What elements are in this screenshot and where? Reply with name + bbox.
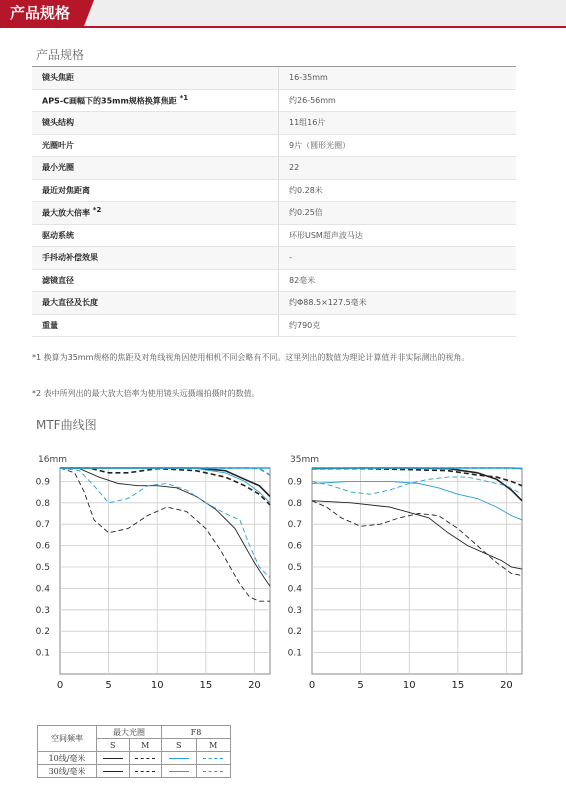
y-tick-label: 0.2 — [287, 627, 302, 638]
x-tick-label: 5 — [357, 680, 364, 691]
spec-label — [32, 89, 279, 112]
spec-value: 约0.28米 — [279, 179, 517, 202]
legend-cell — [196, 752, 231, 765]
y-tick-label: 0.5 — [35, 563, 50, 573]
spec-value: 约26-56mm — [279, 89, 517, 112]
legend-open-header: 最大光圈 — [97, 726, 162, 739]
x-tick-label: 0 — [308, 680, 316, 691]
mtf-legend — [37, 725, 231, 778]
spec-label-text: 镜头焦距 — [42, 73, 74, 83]
legend-cell — [162, 765, 197, 778]
legend-swatch-open-s-30 — [103, 771, 123, 772]
header-banner — [0, 0, 566, 28]
spec-label — [32, 202, 279, 225]
spec-row — [32, 292, 516, 315]
spec-label-text: 驱动系统 — [42, 230, 74, 240]
y-tick-label: 0.2 — [35, 627, 50, 638]
legend-f8-header: F8 — [162, 726, 231, 739]
y-tick-label: 0.7 — [287, 520, 302, 531]
spec-value: 约0.25倍 — [279, 202, 517, 225]
y-tick-label: 0.4 — [35, 584, 50, 595]
spec-label-text: 光圈叶片 — [42, 140, 74, 150]
y-tick-label: 0.5 — [287, 563, 302, 573]
y-tick-label: 0.7 — [35, 520, 50, 531]
x-tick-label: 5 — [105, 680, 112, 691]
spec-value: 11组16片 — [279, 112, 517, 135]
legend-swatch-open-m-30 — [135, 771, 155, 772]
spec-label — [32, 112, 279, 135]
y-tick-label: 0.9 — [35, 477, 50, 488]
y-tick-label: 0.6 — [35, 541, 50, 552]
chart-frame — [312, 468, 522, 674]
spec-footnote-marker: *2 — [92, 206, 102, 215]
spec-value: 环形USM超声波马达 — [279, 224, 517, 247]
legend-f8-s: S — [162, 739, 197, 752]
spec-label — [32, 314, 279, 337]
spec-label-text: 最近对焦距离 — [42, 185, 90, 195]
spec-row — [32, 67, 516, 89]
mtf-section-title: MTF曲线图 — [36, 418, 97, 432]
mtf-charts — [0, 448, 566, 698]
spec-value: - — [279, 247, 517, 270]
legend-swatch-f8-m-10 — [203, 758, 223, 759]
legend-cell — [97, 765, 130, 778]
footnote-2: *2 表中所列出的最大放大倍率为使用镜头远摄端拍摄时的数值。 — [32, 389, 260, 398]
chart-title: 35mm — [290, 455, 319, 465]
y-tick-label: 0.3 — [35, 605, 50, 616]
legend-cell — [162, 752, 197, 765]
x-tick-label: 15 — [199, 680, 213, 691]
y-tick-label: 0.6 — [287, 541, 302, 552]
footnote-1: *1 换算为35mm规格的焦距及对角线视角因使用相机不同会略有不同。这里列出的数值为理论计算值并非实际测出的视角。 — [32, 353, 470, 362]
spec-row — [32, 247, 516, 270]
spec-row — [32, 112, 516, 135]
spec-label-text: 手抖动补偿效果 — [42, 253, 98, 263]
x-tick-label: 20 — [248, 680, 261, 691]
legend-open-m: M — [129, 739, 162, 752]
y-tick-label: 0.9 — [287, 477, 302, 488]
spec-label-text: 最大放大倍率 — [42, 209, 90, 219]
legend-swatch-open-s-10 — [103, 758, 123, 759]
legend-freq-header: 空间频率 — [38, 726, 97, 752]
spec-table — [32, 67, 516, 337]
y-tick-label: 0.1 — [35, 648, 50, 659]
x-tick-label: 10 — [402, 680, 416, 691]
legend-cell — [129, 765, 162, 778]
spec-footnote-marker: *1 — [179, 93, 189, 102]
x-tick-label: 0 — [56, 680, 64, 691]
y-tick-label: 0.3 — [287, 605, 302, 616]
legend-cell — [196, 765, 231, 778]
spec-value: 16-35mm — [279, 67, 517, 89]
legend-swatch-f8-s-10 — [169, 758, 189, 759]
legend-cell — [129, 752, 162, 765]
legend-swatch-f8-s-30 — [169, 771, 189, 772]
x-tick-label: 20 — [500, 680, 513, 691]
spec-label-text: APS-C画幅下的35mm规格换算焦距 — [42, 96, 177, 106]
spec-row — [32, 134, 516, 157]
spec-label — [32, 134, 279, 157]
spec-row — [32, 314, 516, 337]
spec-label — [32, 67, 279, 89]
spec-label — [32, 292, 279, 315]
chart-frame — [60, 468, 270, 674]
spec-value: 9片（圆形光圈） — [279, 134, 517, 157]
legend-f8-m: M — [196, 739, 231, 752]
spec-row — [32, 179, 516, 202]
legend-open-s: S — [97, 739, 130, 752]
y-tick-label: 0.8 — [35, 498, 50, 509]
spec-section-title: 产品规格 — [36, 48, 85, 62]
spec-label — [32, 224, 279, 247]
spec-label — [32, 179, 279, 202]
x-tick-label: 10 — [150, 680, 164, 691]
spec-label-text: 滤镜直径 — [42, 275, 74, 285]
legend-cell — [97, 752, 130, 765]
chart-title: 16mm — [38, 455, 67, 465]
legend-row-10: 10线/毫米 — [38, 752, 97, 765]
spec-label-text: 最小光圈 — [42, 163, 74, 173]
spec-label-text: 镜头结构 — [42, 118, 74, 128]
legend-swatch-open-m-10 — [135, 758, 155, 759]
spec-value: 约790克 — [279, 314, 517, 337]
spec-label — [32, 247, 279, 270]
spec-value: 约Φ88.5×127.5毫米 — [279, 292, 517, 315]
spec-row — [32, 89, 516, 112]
legend-row-30: 30线/毫米 — [38, 765, 97, 778]
spec-row — [32, 202, 516, 225]
y-tick-label: 0.4 — [287, 584, 302, 595]
spec-label — [32, 269, 279, 292]
spec-row — [32, 224, 516, 247]
spec-label-text: 最大直径及长度 — [42, 298, 98, 308]
y-tick-label: 0.8 — [287, 498, 302, 509]
page-title: 产品规格 — [0, 0, 84, 26]
legend-swatch-f8-m-30 — [203, 771, 223, 772]
spec-value: 82毫米 — [279, 269, 517, 292]
spec-label-text: 重量 — [42, 320, 58, 330]
spec-value: 22 — [279, 157, 517, 180]
x-tick-label: 15 — [451, 680, 465, 691]
spec-row — [32, 269, 516, 292]
y-tick-label: 0.1 — [287, 648, 302, 659]
spec-row — [32, 157, 516, 180]
spec-label — [32, 157, 279, 180]
